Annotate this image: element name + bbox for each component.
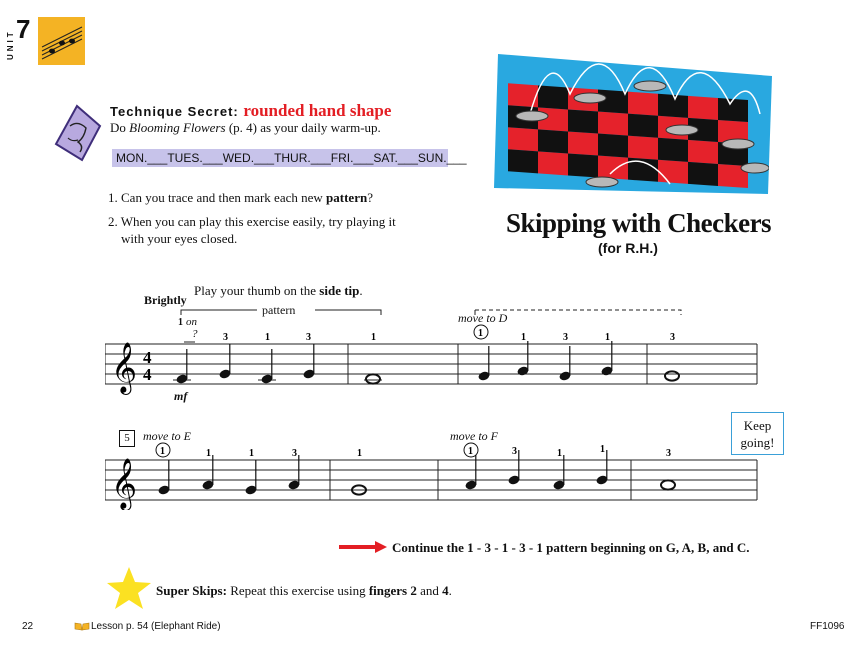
- finger-number: 3: [292, 448, 297, 459]
- hand-illustration-icon: [52, 104, 102, 162]
- measure-number: 5: [119, 430, 135, 447]
- move-to-d-label: move to D: [458, 311, 508, 325]
- finger-number: 3: [223, 332, 228, 343]
- circled-finger-number: 1: [478, 328, 483, 339]
- lesson-reference: Lesson p. 54 (Elephant Ride): [91, 621, 221, 632]
- staff-1: [105, 344, 757, 384]
- dynamic-marking: mf: [174, 389, 188, 403]
- note: [661, 480, 675, 489]
- finger-number: 1: [557, 448, 562, 459]
- super-skips-text: Super Skips: Repeat this exercise using fingers 2 and 4.: [156, 583, 452, 598]
- technique-heading: [110, 101, 391, 121]
- technique-highlight: rounded hand shape: [243, 101, 392, 120]
- finger-number: 3: [666, 448, 671, 459]
- red-arrow-icon: [339, 541, 387, 553]
- note: [665, 371, 679, 380]
- piece-title: Skipping with Checkers: [506, 208, 772, 238]
- circled-finger-number: 1: [468, 446, 473, 457]
- finger-number: 1: [605, 332, 610, 343]
- star-icon: [106, 566, 152, 610]
- unit-badge: [38, 17, 85, 65]
- keep-going-box: [731, 412, 784, 455]
- technique-subtitle: Do Blooming Flowers (p. 4) as your daily warm-up.: [110, 120, 381, 135]
- finger-number: 1: [206, 448, 211, 459]
- finger-number: 1: [521, 332, 526, 343]
- music-notation: [105, 300, 765, 510]
- note: [366, 374, 380, 383]
- book-icon: [74, 622, 90, 631]
- question-2-line2: with your eyes closed.: [121, 231, 238, 246]
- finger-number: 1: [265, 332, 270, 343]
- page-number: 22: [22, 621, 34, 632]
- unit-number: 7: [16, 14, 31, 44]
- tempo-marking: Brightly: [144, 293, 187, 307]
- circled-finger-number: 1: [160, 446, 165, 457]
- move-to-f-label: move to F: [450, 429, 498, 443]
- staff-2: [105, 460, 757, 500]
- finger-number: 3: [670, 332, 675, 343]
- first-question-mark: ?: [192, 328, 198, 340]
- finger-number: 1: [249, 448, 254, 459]
- finger-number: 3: [306, 332, 311, 343]
- finger-number: 1: [371, 332, 376, 343]
- pattern-label: pattern: [262, 303, 296, 317]
- checkerboard-banner-illustration: [490, 54, 772, 196]
- question-1: 1. Can you trace and then mark each new pattern?: [108, 190, 373, 205]
- continue-instruction: Continue the 1 - 3 - 1 - 3 - 1 pattern beginning on G, A, B, and C.: [392, 540, 750, 555]
- keep-going-line2: going!: [740, 435, 775, 450]
- music-staff-icon: [38, 17, 85, 65]
- keep-going-line1: Keep: [743, 418, 772, 433]
- time-signature-top: 4: [143, 348, 152, 367]
- finger-number: 1: [600, 444, 605, 455]
- treble-clef-icon: 𝄞: [111, 458, 138, 509]
- technique-label: Technique Secret:: [110, 104, 239, 119]
- treble-clef-icon: 𝄞: [111, 342, 138, 393]
- first-finger: 1: [178, 317, 183, 328]
- piece-subtitle: (for R.H.): [598, 240, 658, 256]
- finger-number: 3: [512, 446, 517, 457]
- move-to-e-label: move to E: [143, 429, 191, 443]
- fingering-layer: [156, 325, 675, 459]
- finger-number: 3: [563, 332, 568, 343]
- question-2-line1: 2. When you can play this exercise easily, try playing it: [108, 214, 396, 229]
- finger-number: 1: [357, 448, 362, 459]
- practice-days-bar: MON.___TUES.___WED.___THUR.___FRI.___SAT.___SUN.___: [112, 149, 448, 167]
- catalog-code: FF1096: [810, 621, 845, 632]
- time-signature-bottom: 4: [143, 365, 152, 384]
- first-on-label: on: [186, 316, 197, 328]
- unit-label: UNIT: [6, 29, 15, 60]
- thumb-instruction: Play your thumb on the side tip.: [194, 283, 363, 298]
